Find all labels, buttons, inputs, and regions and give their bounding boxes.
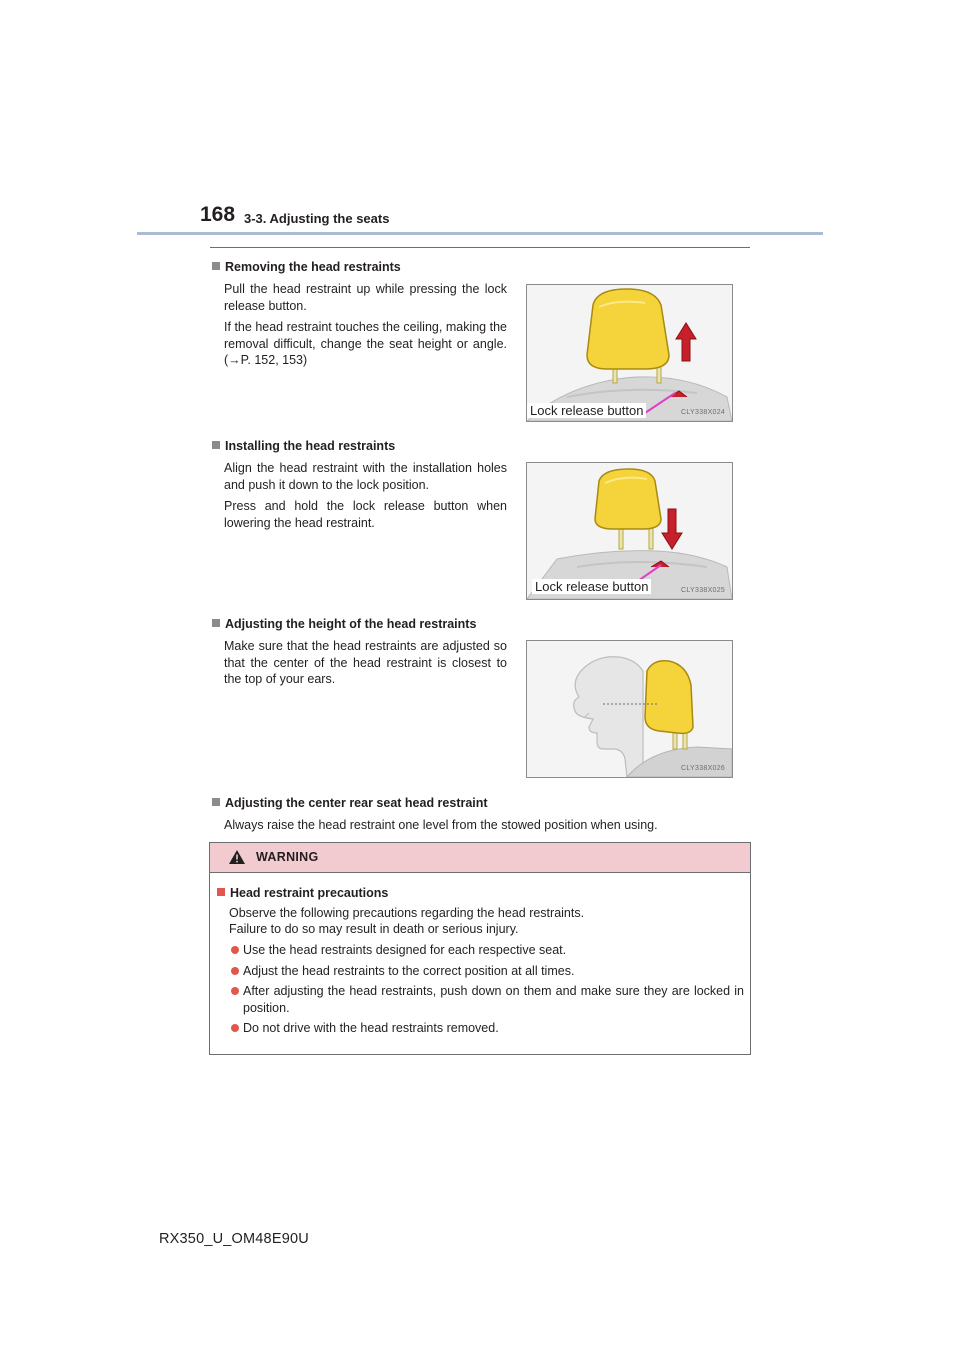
warning-header [210,843,750,873]
footer-document-code: RX350_U_OM48E90U [159,1231,309,1247]
warning-bullet: Do not drive with the head restraints removed. [217,1020,744,1037]
paragraph: Make sure that the head restraints are adjusted so that the center of the head restraint is closest to the top of your ears. [224,639,507,686]
square-bullet-icon [212,798,220,806]
warning-bullet: Adjust the head restraints to the correct position at all times. [217,963,744,980]
warning-lead-line: Observe the following precautions regarding the head restraints. [229,906,585,920]
figure-code: CLY338X024 [681,409,726,416]
square-bullet-icon [217,888,225,896]
section-text-adjusting-height [224,638,507,693]
round-bullet-icon [231,946,239,954]
figure-removing-head-restraint [526,284,733,422]
warning-lead [217,905,744,937]
paragraph: If the head restraint touches the ceiling, making the removal difficult, change the seat height or angle. (→P. 152, 153) [224,320,507,367]
figure-adjusting-height [526,640,733,778]
section-text-installing [224,460,507,536]
warning-subheading: Head restraint precautions [217,886,744,900]
section-heading-center-rear: Adjusting the center rear seat head restraint [212,796,488,810]
section-text-removing [224,281,507,374]
square-bullet-icon [212,619,220,627]
round-bullet-icon [231,967,239,975]
round-bullet-icon [231,987,239,995]
warning-box [209,842,751,1055]
figure-code: CLY338X025 [681,587,726,594]
warning-triangle-icon [228,849,246,870]
paragraph: Pull the head restraint up while pressing the lock release button. [224,282,507,313]
figure-installing-head-restraint [526,462,733,600]
warning-lead-line: Failure to do so may result in death or serious injury. [229,922,519,936]
chapter-title: 3-3. Adjusting the seats [244,211,390,226]
warning-body [210,873,750,1037]
paragraph: Always raise the head restraint one level from the stowed position when using. [224,818,658,832]
figure-code: CLY338X026 [681,765,726,772]
figure-label: Lock release button [532,579,651,594]
section-rule [210,247,750,248]
warning-title: WARNING [256,850,319,864]
section-text-center-rear [224,817,764,839]
square-bullet-icon [212,262,220,270]
page-number: 168 [200,203,236,226]
section-heading-installing: Installing the head restraints [212,439,395,453]
round-bullet-icon [231,1024,239,1032]
square-bullet-icon [212,441,220,449]
header-rule [137,232,823,235]
section-heading-adjusting-height: Adjusting the height of the head restraints [212,617,476,631]
paragraph: Press and hold the lock release button when lowering the head restraint. [224,499,507,530]
warning-bullet: After adjusting the head restraints, push down on them and make sure they are locked in position. [217,983,744,1016]
warning-bullet: Use the head restraints designed for each respective seat. [217,942,744,959]
figure-label: Lock release button [527,403,646,418]
paragraph: Align the head restraint with the installation holes and push it down to the lock position. [224,461,507,492]
section-heading-removing: Removing the head restraints [212,260,401,274]
head-restraint-icon [645,661,693,734]
